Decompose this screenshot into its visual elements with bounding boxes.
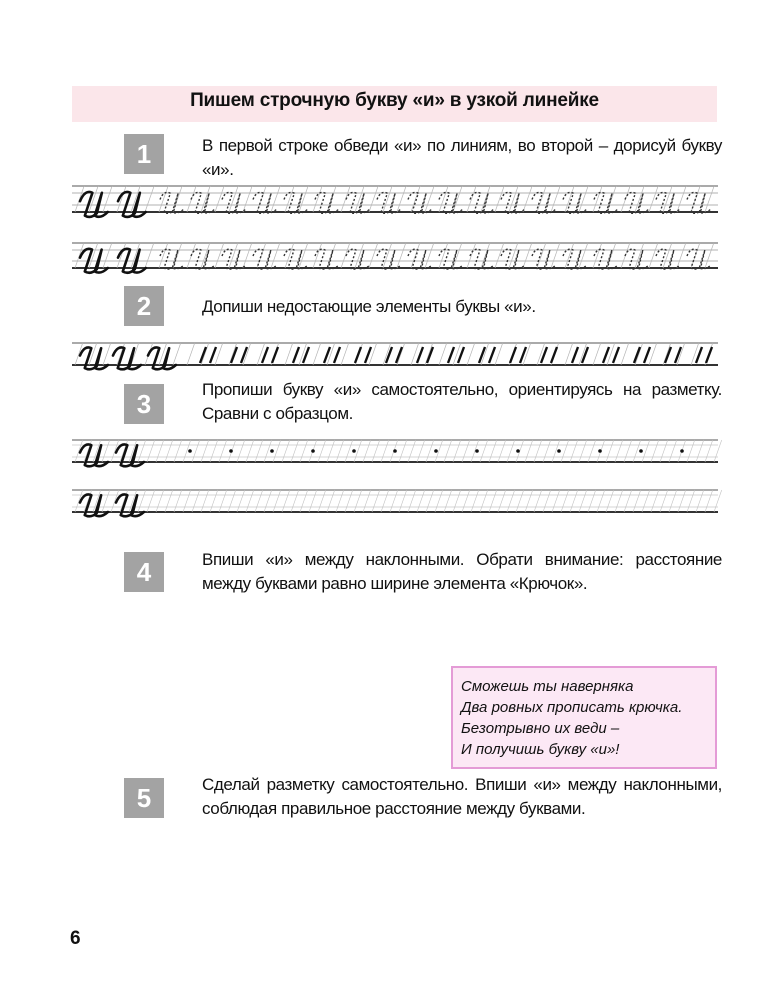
trace-letter <box>594 192 617 213</box>
slant-line <box>408 440 416 462</box>
slant-line <box>282 490 290 512</box>
slant-line <box>192 440 200 462</box>
slant-line <box>417 440 425 462</box>
slant-line <box>309 490 317 512</box>
guide-dot <box>475 449 479 453</box>
slant-line <box>345 490 353 512</box>
slant-line <box>138 440 146 462</box>
slant-line <box>255 490 263 512</box>
slant-line <box>677 243 686 268</box>
slant-line <box>187 343 195 365</box>
trace-letter <box>160 249 183 269</box>
slant-line <box>649 343 657 365</box>
slant-line <box>383 243 392 268</box>
slant-line <box>561 490 569 512</box>
slant-line <box>426 490 434 512</box>
slant-line <box>507 440 515 462</box>
slant-line <box>642 490 650 512</box>
slant-line <box>480 440 488 462</box>
slant-line <box>705 440 713 462</box>
slant-line <box>273 490 281 512</box>
guide-dot <box>393 449 397 453</box>
slant-line <box>183 490 191 512</box>
task-number-3: 3 <box>124 384 164 424</box>
slant-line <box>635 186 644 212</box>
slant-line <box>453 186 462 212</box>
slant-line <box>439 343 447 365</box>
slant-line <box>435 490 443 512</box>
slant-line <box>174 440 182 462</box>
slant-line <box>156 490 164 512</box>
element-stroke <box>427 347 433 363</box>
slant-line <box>264 490 272 512</box>
slant-line <box>565 186 574 212</box>
element-stroke <box>417 347 423 363</box>
element-stroke <box>634 347 640 363</box>
trace-letter <box>222 192 245 213</box>
page-number: 6 <box>70 928 81 949</box>
slant-line <box>705 490 713 512</box>
slant-line <box>481 243 490 268</box>
slant-line <box>271 186 280 212</box>
slant-line <box>165 440 173 462</box>
slant-line <box>243 186 252 212</box>
cursive-letter <box>116 494 144 516</box>
element-stroke <box>551 347 557 363</box>
trace-letter <box>284 192 307 213</box>
element-stroke <box>665 347 671 363</box>
slant-line <box>677 186 686 212</box>
slant-line <box>215 343 223 365</box>
guide-dot <box>188 449 192 453</box>
task-text-2: Допиши недостающие элементы буквы «и». <box>202 297 536 316</box>
slant-line <box>624 440 632 462</box>
slant-line <box>498 490 506 512</box>
guide-dot <box>680 449 684 453</box>
slant-line <box>537 243 546 268</box>
trace-letter <box>656 192 679 213</box>
slant-line <box>291 490 299 512</box>
slant-line <box>714 440 722 462</box>
slant-line <box>687 490 695 512</box>
slant-line <box>606 490 614 512</box>
slant-line <box>509 243 518 268</box>
slant-line <box>201 186 210 212</box>
slant-line <box>246 490 254 512</box>
task-text-5: Сделай разметку самостоятельно. Впиши «и» между наклонными, соблюдая правильное расстояние между буквами. <box>202 775 722 818</box>
trace-letter <box>191 192 214 213</box>
slant-line <box>523 243 532 268</box>
slant-line <box>300 440 308 462</box>
trace-letter <box>625 249 648 269</box>
slant-line <box>453 243 462 268</box>
trace-letter <box>687 192 710 213</box>
cursive-letter <box>113 347 141 369</box>
slant-line <box>579 243 588 268</box>
element-stroke <box>520 347 526 363</box>
slant-line <box>534 440 542 462</box>
slant-line <box>411 186 420 212</box>
trace-letter <box>501 192 524 213</box>
trace-letter <box>656 249 679 269</box>
slant-line <box>570 440 578 462</box>
slant-line <box>327 440 335 462</box>
slant-line <box>621 343 629 365</box>
slant-line <box>313 343 321 365</box>
slant-line <box>579 440 587 462</box>
poem-line: Сможешь ты наверняка <box>461 678 634 695</box>
slant-line <box>318 490 326 512</box>
slant-line <box>543 440 551 462</box>
task-number-1: 1 <box>124 134 164 174</box>
guide-dot <box>639 449 643 453</box>
trace-strokes <box>160 192 712 452</box>
slant-line <box>271 243 280 268</box>
slant-line <box>425 243 434 268</box>
element-stroke <box>365 347 371 363</box>
slant-line <box>426 440 434 462</box>
element-stroke <box>510 347 516 363</box>
trace-letter <box>687 249 710 269</box>
guide-dot <box>311 449 315 453</box>
slant-line <box>597 490 605 512</box>
slant-line <box>607 186 616 212</box>
cursive-letter <box>118 192 146 217</box>
element-stroke <box>386 347 392 363</box>
slant-line <box>381 490 389 512</box>
slant-line <box>103 186 112 212</box>
element-stroke <box>231 347 237 363</box>
slant-line <box>551 186 560 212</box>
slant-line <box>147 490 155 512</box>
guide-dot <box>229 449 233 453</box>
trace-letter <box>191 249 214 269</box>
slant-line <box>103 343 111 365</box>
slant-line <box>651 440 659 462</box>
trace-letter <box>346 249 369 269</box>
slant-line <box>103 243 112 268</box>
slant-line <box>534 490 542 512</box>
slant-line <box>516 490 524 512</box>
slant-line <box>210 490 218 512</box>
slant-line <box>390 490 398 512</box>
slant-line <box>174 490 182 512</box>
slant-line <box>588 490 596 512</box>
slant-line <box>489 490 497 512</box>
poem-line: Два ровных прописать крючка. <box>461 699 683 716</box>
cursive-letter <box>80 494 108 516</box>
cursive-letter <box>80 192 108 217</box>
slant-line <box>336 490 344 512</box>
slant-line <box>102 440 110 462</box>
slant-line <box>285 343 293 365</box>
poem-line: Безотрывно их веди – <box>461 720 620 737</box>
element-stroke <box>675 347 681 363</box>
slant-line <box>615 440 623 462</box>
cursive-letter <box>80 444 108 466</box>
slant-line <box>561 440 569 462</box>
slant-line <box>336 440 344 462</box>
slant-line <box>145 186 154 212</box>
slant-line <box>453 490 461 512</box>
trace-letter <box>284 249 307 269</box>
slant-line <box>345 440 353 462</box>
slant-line <box>714 490 722 512</box>
trace-letter <box>253 249 276 269</box>
slant-line <box>444 490 452 512</box>
element-stroke <box>644 347 650 363</box>
slant-line <box>507 490 515 512</box>
element-stroke <box>572 347 578 363</box>
slant-line <box>397 243 406 268</box>
element-stroke <box>479 347 485 363</box>
guide-dot <box>352 449 356 453</box>
slant-line <box>480 490 488 512</box>
slant-line <box>552 490 560 512</box>
slant-line <box>462 490 470 512</box>
slant-line <box>462 440 470 462</box>
element-stroke <box>324 347 330 363</box>
slant-line <box>551 243 560 268</box>
cursive-letter <box>148 347 176 369</box>
slant-line <box>399 440 407 462</box>
slant-line <box>341 243 350 268</box>
slant-line <box>291 440 299 462</box>
slant-line <box>525 490 533 512</box>
slant-line <box>453 440 461 462</box>
task-number-4: 4 <box>124 552 164 592</box>
slant-line <box>705 243 714 268</box>
slant-guides <box>75 186 722 512</box>
slant-line <box>606 440 614 462</box>
slant-line <box>327 490 335 512</box>
element-stroke <box>706 347 712 363</box>
trace-letter <box>501 249 524 269</box>
slant-line <box>318 440 326 462</box>
slant-line <box>537 186 546 212</box>
element-stroke <box>696 347 702 363</box>
element-stroke <box>613 347 619 363</box>
slant-line <box>173 186 182 212</box>
element-stroke <box>603 347 609 363</box>
element-stroke <box>458 347 464 363</box>
slant-line <box>417 490 425 512</box>
slant-line <box>593 343 601 365</box>
element-stroke <box>334 347 340 363</box>
slant-line <box>273 440 281 462</box>
slant-line <box>381 440 389 462</box>
guide-dot <box>516 449 520 453</box>
task-text-4: Впиши «и» между наклонными. Обрати внимание: расстояние между буквами равно ширине элемента «Крючок». <box>202 550 722 593</box>
trace-letter <box>625 192 648 213</box>
slant-line <box>147 440 155 462</box>
element-stroke <box>262 347 268 363</box>
slant-line <box>471 490 479 512</box>
slant-line <box>156 440 164 462</box>
slant-line <box>363 490 371 512</box>
guide-dot <box>270 449 274 453</box>
slant-line <box>399 490 407 512</box>
slant-line <box>660 440 668 462</box>
slant-line <box>102 490 110 512</box>
element-stroke <box>355 347 361 363</box>
slant-line <box>669 490 677 512</box>
cursive-letters <box>80 192 176 516</box>
slant-line <box>678 490 686 512</box>
slant-line <box>219 490 227 512</box>
slant-line <box>439 243 448 268</box>
slant-line <box>525 440 533 462</box>
slant-line <box>523 186 532 212</box>
element-stroke <box>293 347 299 363</box>
slant-line <box>341 343 349 365</box>
slant-line <box>201 440 209 462</box>
slant-line <box>696 440 704 462</box>
slant-line <box>425 186 434 212</box>
slant-line <box>696 490 704 512</box>
slant-line <box>138 490 146 512</box>
task-text-3: Пропиши букву «и» самостоятельно, ориентируясь на разметку. Сравни с образцом. <box>202 380 722 423</box>
element-stroke <box>303 347 309 363</box>
trace-letter <box>346 192 369 213</box>
slant-line <box>237 440 245 462</box>
slant-line <box>705 186 714 212</box>
slant-line <box>495 186 504 212</box>
slant-line <box>489 440 497 462</box>
task-text-1: В первой строке обведи «и» по линиям, во второй – дорисуй букву «и». <box>202 136 722 179</box>
slant-line <box>444 440 452 462</box>
slant-line <box>495 343 503 365</box>
cursive-letter <box>116 444 144 466</box>
slant-line <box>467 343 475 365</box>
slant-line <box>615 490 623 512</box>
slant-line <box>579 490 587 512</box>
task-number-5: 5 <box>124 778 164 818</box>
slant-line <box>660 490 668 512</box>
slant-line <box>246 440 254 462</box>
guide-dot <box>434 449 438 453</box>
slant-line <box>651 490 659 512</box>
element-stroke <box>200 347 206 363</box>
slant-line <box>543 490 551 512</box>
slant-line <box>369 243 378 268</box>
element-stroke <box>272 347 278 363</box>
trace-letter <box>160 192 183 213</box>
trace-letter <box>563 249 586 269</box>
trace-letter <box>253 192 276 213</box>
slant-line <box>588 440 596 462</box>
slant-line <box>210 440 218 462</box>
element-stroke <box>210 347 216 363</box>
trace-letter <box>222 249 245 269</box>
slant-line <box>411 243 420 268</box>
slant-line <box>624 490 632 512</box>
slant-line <box>300 490 308 512</box>
slant-line <box>354 490 362 512</box>
trace-letter <box>563 192 586 213</box>
slant-line <box>363 440 371 462</box>
slant-line <box>192 490 200 512</box>
element-stroke <box>448 347 454 363</box>
slant-line <box>408 490 416 512</box>
element-stroke <box>541 347 547 363</box>
slant-line <box>228 490 236 512</box>
slant-line <box>173 343 181 365</box>
slant-line <box>372 490 380 512</box>
slant-line <box>219 440 227 462</box>
slant-line <box>498 440 506 462</box>
trace-letter <box>594 249 617 269</box>
slant-line <box>369 343 377 365</box>
slant-line <box>570 490 578 512</box>
slant-line <box>481 186 490 212</box>
poem-line: И получишь букву «и»! <box>461 741 620 758</box>
slant-line <box>633 490 641 512</box>
guide-dot <box>598 449 602 453</box>
slant-line <box>243 243 252 268</box>
element-stroke <box>489 347 495 363</box>
element-stroke <box>582 347 588 363</box>
element-stroke <box>241 347 247 363</box>
slant-line <box>201 490 209 512</box>
slant-line <box>165 490 173 512</box>
slant-line <box>495 243 504 268</box>
element-stroke <box>396 347 402 363</box>
slant-line <box>372 440 380 462</box>
task-number-2: 2 <box>124 286 164 326</box>
page-title: Пишем строчную букву «и» в узкой линейке <box>190 90 599 111</box>
slant-line <box>467 243 476 268</box>
slant-line <box>669 440 677 462</box>
slant-line <box>255 440 263 462</box>
slant-line <box>565 243 574 268</box>
slant-line <box>145 243 154 268</box>
slant-line <box>642 440 650 462</box>
guide-dot <box>557 449 561 453</box>
slant-line <box>237 490 245 512</box>
slant-line <box>75 186 84 212</box>
slant-line <box>397 186 406 212</box>
slant-line <box>687 440 695 462</box>
slant-line <box>282 440 290 462</box>
